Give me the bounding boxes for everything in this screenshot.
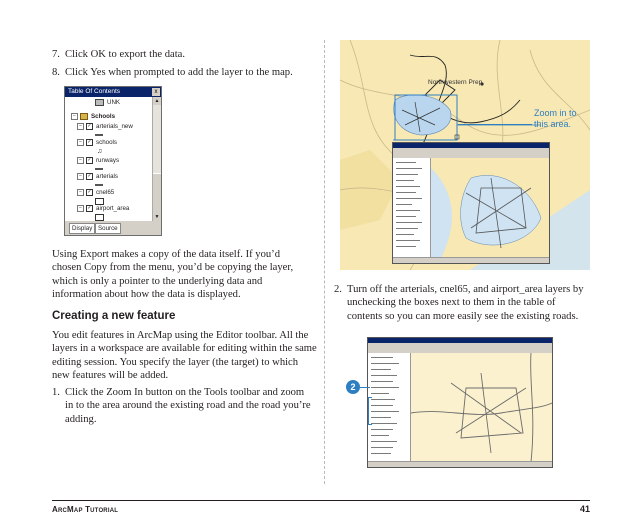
tab-display[interactable]: Display: [69, 223, 95, 234]
layer-visibility-checkbox[interactable]: ✓: [87, 173, 92, 179]
toc-row-label: runways: [96, 157, 120, 165]
window-toc-pane: [393, 158, 431, 258]
toc-row-schools-group[interactable]: [71, 113, 115, 121]
toc-row-label: arterials_new: [96, 123, 133, 131]
toc-row-arterials-new[interactable]: [77, 123, 133, 131]
toc-row-label: airport_area: [96, 205, 130, 213]
step-number: 2.: [334, 284, 342, 295]
step-text: Turn off the arterials, cnel65, and airport_area layers by unchecking the boxes next to them in the table of contents so you can more easily see the existing roads.: [347, 284, 584, 322]
layer-visibility-checkbox[interactable]: ✓: [87, 205, 92, 211]
toc-tab-strip: [65, 221, 161, 235]
window-status-bar: [393, 257, 549, 263]
step-text: Click the Zoom In button on the Tools toolbar and zoom in to the area around the existing road and the road you’re adding.: [65, 387, 311, 425]
polygon-symbol-icon: [95, 198, 104, 205]
step-text: Click Yes when prompted to add the layer to the map.: [65, 67, 293, 78]
step-number: 1.: [52, 387, 60, 398]
footer-rule: [52, 500, 590, 501]
collapse-icon[interactable]: −: [77, 139, 84, 146]
layer-visibility-checkbox[interactable]: ✓: [87, 123, 92, 129]
window-status-bar: [368, 461, 552, 467]
toc-row-label: UNK: [107, 99, 121, 107]
school-symbol-icon: ♫: [97, 148, 103, 155]
paragraph-export: Using Export makes a copy of the data itself. If you’d chosen Copy from the menu, you’d be copying the layer, which is only a pointer to the underlying data and information about how the data is displayed.: [52, 249, 294, 301]
scroll-thumb[interactable]: [153, 173, 161, 215]
step-number: 7.: [52, 49, 60, 60]
scroll-down-icon[interactable]: ▼: [154, 214, 160, 220]
arcmap-window-zoom: [392, 142, 550, 264]
footer-title: ArcMap Tutorial: [52, 505, 119, 514]
badge-leader-line: [360, 387, 370, 388]
step-1: [52, 386, 314, 428]
toc-row-airport-area[interactable]: [77, 205, 129, 213]
callout-leader-line: [458, 124, 532, 125]
zoom-illustration: [340, 40, 590, 270]
toc-row-runways[interactable]: [77, 157, 119, 165]
highlight-bracket: [368, 397, 372, 425]
page-number: 41: [579, 504, 590, 514]
toc-row-unk: [95, 99, 120, 107]
column-divider: [324, 40, 325, 484]
toc-scrollbar[interactable]: [152, 97, 161, 221]
step-number: 8.: [52, 67, 60, 78]
map-place-label: Northwestern Prep: [428, 79, 483, 86]
toc-row-arterials[interactable]: [77, 173, 118, 181]
layers-icon: [80, 113, 88, 120]
arcmap-window-layers-off: [367, 337, 553, 468]
line-symbol-icon: [95, 184, 103, 186]
step-badge: 2: [346, 380, 360, 394]
paragraph-editor: You edit features in ArcMap using the Editor toolbar. All the layers in a workspace are available for editing within the same editing session. You specify the layer (the target) to which new features will be added.: [52, 330, 317, 382]
layer-visibility-checkbox[interactable]: ✓: [87, 139, 92, 145]
zoom-callout: Zoom in to this area.: [534, 108, 577, 129]
toc-row-label: arterials: [96, 173, 119, 181]
scroll-up-icon[interactable]: ▲: [154, 98, 160, 104]
section-heading: Creating a new feature: [52, 310, 176, 322]
step-7: [52, 48, 320, 62]
collapse-icon[interactable]: −: [77, 173, 84, 180]
collapse-icon[interactable]: −: [71, 113, 78, 120]
toc-row-schools[interactable]: [77, 139, 117, 147]
collapse-icon[interactable]: −: [77, 157, 84, 164]
polygon-symbol-icon: [95, 214, 104, 221]
step-text: Click OK to export the data.: [65, 49, 186, 60]
toc-row-label: Schools: [91, 113, 116, 121]
toc-body: [65, 97, 153, 221]
close-icon[interactable]: x: [152, 88, 160, 96]
toc-row-label: cnel65: [96, 189, 115, 197]
layer-visibility-checkbox[interactable]: ✓: [87, 189, 92, 195]
map-view-roads: [411, 353, 552, 462]
window-toc-pane: [368, 353, 411, 462]
line-symbol-icon: [95, 134, 103, 136]
legend-swatch-icon: [95, 99, 104, 106]
step-8: [52, 66, 320, 80]
toc-title-bar: [65, 87, 161, 97]
collapse-icon[interactable]: −: [77, 189, 84, 196]
line-symbol-icon: [95, 168, 103, 170]
toc-row-cnel65[interactable]: [77, 189, 114, 197]
toc-row-label: schools: [96, 139, 117, 147]
toc-title: Table Of Contents: [68, 88, 121, 95]
toc-window: [64, 86, 162, 236]
collapse-icon[interactable]: −: [77, 123, 84, 130]
layer-visibility-checkbox[interactable]: ✓: [87, 157, 92, 163]
collapse-icon[interactable]: −: [77, 205, 84, 212]
map-view-zoom: [431, 158, 549, 258]
step-2: [334, 283, 592, 325]
tab-source[interactable]: Source: [95, 223, 121, 234]
